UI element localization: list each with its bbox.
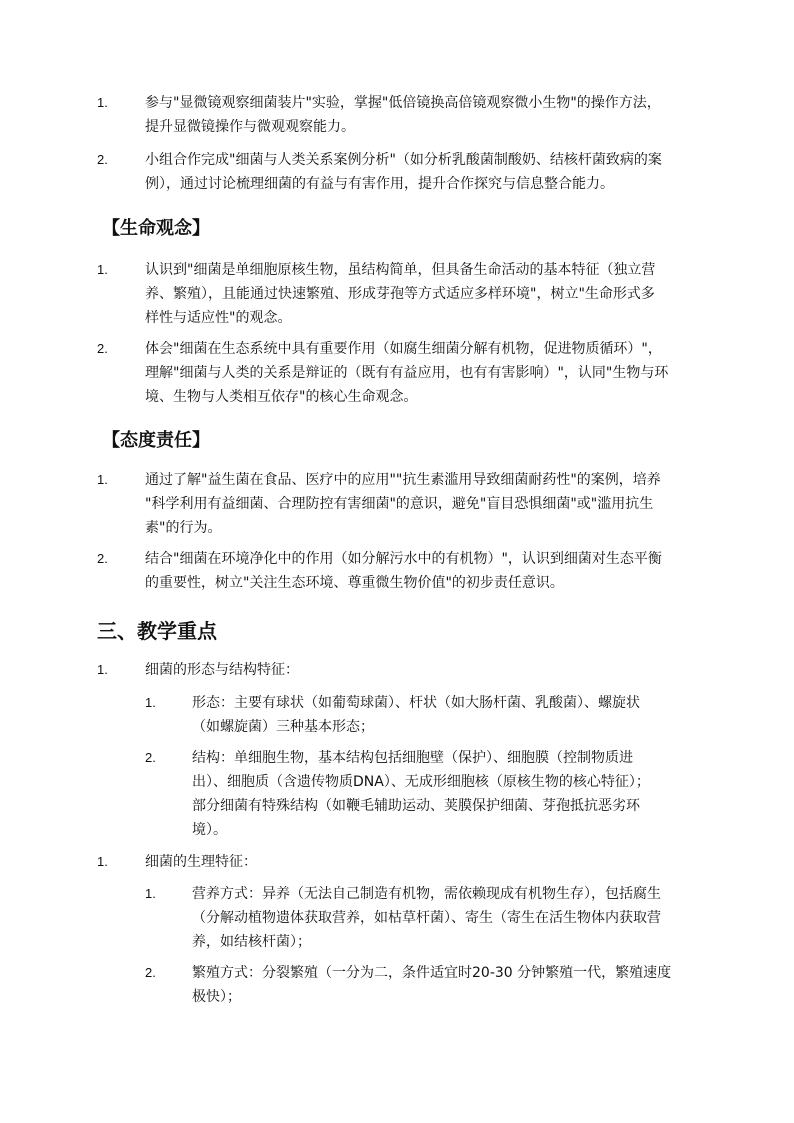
text-line: 境、生物与人类相互依存"的核心生命观念。 bbox=[145, 389, 418, 405]
text-line: 细菌的形态与结构特征： bbox=[145, 662, 299, 678]
text-line: 参与"显微镜观察细菌装片"实验，掌握"低倍镜换高倍镜观察微小生物"的操作方法， bbox=[145, 95, 661, 111]
text-line: 例），通过讨论梳理细菌的有益与有害作用，提升合作探究与信息整合能力。 bbox=[145, 176, 614, 192]
list-item-title bbox=[145, 850, 257, 874]
sublist-item bbox=[192, 691, 640, 739]
section-heading-life: 【生命观念】 bbox=[102, 218, 210, 239]
text-line: 形态：主要有球状（如葡萄球菌）、杆状（如大肠杆菌、乳酸菌）、螺旋状 bbox=[192, 695, 640, 711]
list-item bbox=[145, 258, 655, 330]
text-line: 的重要性，树立"关注生态环境、尊重微生物价值"的初步责任意识。 bbox=[145, 575, 564, 591]
sublist-item bbox=[192, 961, 671, 1009]
text-line: 理解"细菌与人类的关系是辩证的（既有有益应用，也有有害影响）"，认同"生物与环 bbox=[145, 365, 669, 381]
list-number: 1. bbox=[97, 854, 108, 869]
text-line: 认识到"细菌是单细胞原核生物，虽结构简单，但具备生命活动的基本特征（独立营 bbox=[145, 262, 656, 278]
text-line: 结构：单细胞生物，基本结构包括细胞壁（保护）、细胞膜（控制物质进 bbox=[192, 750, 633, 766]
text-line: （如螺旋菌）三种基本形态； bbox=[192, 719, 374, 735]
text-line: 境）。 bbox=[192, 822, 227, 838]
text-line: 小组合作完成"细菌与人类关系案例分析"（如分析乳酸菌制酸奶、结核杆菌致病的案 bbox=[145, 152, 662, 168]
sublist-number: 1. bbox=[145, 695, 156, 710]
text-line: 素"的行为。 bbox=[145, 520, 222, 536]
text-line: 体会"细菌在生态系统中具有重要作用（如腐生细菌分解有机物，促进物质循环）"， bbox=[145, 341, 662, 357]
text-line: 通过了解"益生菌在食品、医疗中的应用""抗生素滥用导致细菌耐药性"的案例，培养 bbox=[145, 472, 661, 488]
text-line: 样性与适应性"的观念。 bbox=[145, 310, 292, 326]
list-number: 1. bbox=[97, 662, 108, 677]
list-item bbox=[145, 148, 662, 196]
list-item bbox=[145, 91, 661, 139]
section-heading-attitude: 【态度责任】 bbox=[102, 430, 210, 451]
text-line: "科学利用有益细菌、合理防控有害细菌"的意识，避免"盲目恐惧细菌"或"滥用抗生 bbox=[145, 496, 654, 512]
list-number: 1. bbox=[97, 262, 108, 277]
text-line: 结合"细菌在环境净化中的作用（如分解污水中的有机物）"，认识到细菌对生态平衡 bbox=[145, 551, 662, 567]
list-number: 1. bbox=[97, 95, 108, 110]
text-line: （分解动植物遗体获取营养，如枯草杆菌）、寄生（寄生在活生物体内获取营 bbox=[192, 910, 661, 926]
list-item bbox=[145, 468, 661, 540]
sublist-item bbox=[192, 882, 661, 954]
text-line: 营养方式：异养（无法自己制造有机物，需依赖现成有机物生存），包括腐生 bbox=[192, 886, 661, 902]
text-line: 繁殖方式：分裂繁殖（一分为二，条件适宜时20-30 分钟繁殖一代，繁殖速度 bbox=[192, 965, 672, 981]
text-line: 养，如结核杆菌）； bbox=[192, 934, 311, 950]
list-item bbox=[145, 547, 662, 595]
list-number: 2. bbox=[97, 341, 108, 356]
list-number: 1. bbox=[97, 472, 108, 487]
text-line: 出）、细胞质（含遗传物质DNA）、无成形细胞核（原核生物的核心特征）； bbox=[192, 774, 650, 790]
list-number: 2. bbox=[97, 152, 108, 167]
text-line: 极快）； bbox=[192, 989, 241, 1005]
text-line: 养、繁殖），且能通过快速繁殖、形成芽孢等方式适应多样环境"，树立"生命形式多 bbox=[145, 286, 655, 302]
text-line: 部分细菌有特殊结构（如鞭毛辅助运动、荚膜保护细菌、芽孢抵抗恶劣环 bbox=[192, 798, 640, 814]
sublist-item bbox=[192, 746, 650, 842]
text-line: 提升显微镜操作与微观观察能力。 bbox=[145, 119, 355, 135]
sublist-number: 1. bbox=[145, 886, 156, 901]
list-number: 2. bbox=[97, 551, 108, 566]
list-item bbox=[145, 337, 668, 409]
text-line: 细菌的生理特征： bbox=[145, 854, 257, 870]
list-item-title bbox=[145, 658, 299, 682]
sublist-number: 2. bbox=[145, 750, 156, 765]
sublist-number: 2. bbox=[145, 965, 156, 980]
section-heading-key-points: 三、教学重点 bbox=[97, 619, 217, 643]
